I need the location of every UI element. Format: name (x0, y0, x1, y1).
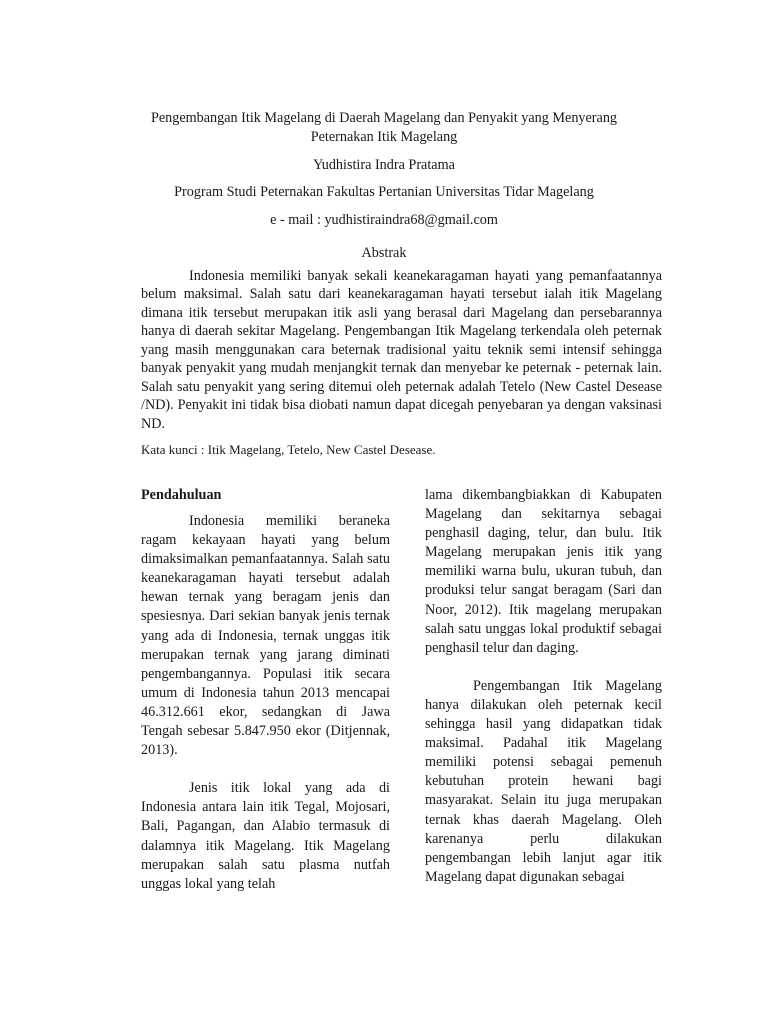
left-column (141, 486, 390, 894)
abstract-heading: Abstrak (361, 245, 407, 261)
abstract-paragraph: Indonesia memiliki banyak sekali keanekaragaman hayati yang pemanfaatannya belum maksimal. Salah satu dari keanekaragaman hayati tersebut ialah itik Magelang dimana itik tersebut merupakan itik asli yang berasal dari Magelang dan persebarannya hanya di daerah sekitar Magelang. Pengembangan Itik Magelang terkendala oleh peternak yang masih menggunakan cara beternak tradisional yaitu teknik semi intensif sehingga banyak penyakit yang mudah menjangkit ternak dan menyebar ke peternak - peternak lain. Salah satu penyakit yang sering ditemui oleh peternak adalah Tetelo (New Castel Desease /ND). Penyakit ini tidak bisa diobati namun dapat dicegah penyebaran ya dengan vaksinasi ND. (141, 268, 662, 432)
title-line-2: Peternakan Itik Magelang (310, 128, 458, 145)
right-column (425, 486, 662, 887)
keywords: Kata kunci : Itik Magelang, Tetelo, New Castel Desease. (141, 442, 436, 457)
section-heading: Pendahuluan (141, 487, 222, 503)
body-paragraph: Jenis itik lokal yang ada di Indonesia antara lain itik Tegal, Mojosari, Bali, Pagangan, dan Alabio termasuk di dalamnya itik Magelang. Itik Magelang merupakan salah satu plasma nutfah unggas lokal yang telah (141, 780, 390, 892)
affiliation: Program Studi Peternakan Fakultas Pertanian Universitas Tidar Magelang (174, 184, 594, 200)
body-paragraph: lama dikembangbiakkan di Kabupaten Magelang dan sekitarnya sebagai penghasil daging, telur, dan bulu. Itik Magelang merupakan jenis itik yang memiliki warna bulu, ukuran tubuh, dan produksi telur sangat beragam (Sari dan Noor, 2012). Itik magelang merupakan salah satu unggas lokal produktif sebagai penghasil telur dan daging. (425, 487, 662, 656)
author-email: e - mail : yudhistiraindra68@gmail.com (270, 212, 498, 228)
body-paragraph: Indonesia memiliki beraneka ragam kekayaan hayati yang belum dimaksimalkan pemanfaatannya. Salah satu keanekaragaman hayati tersebut adalah hewan ternak yang beragam jenis dan spesiesnya. Dari sekian banyak jenis ternak yang ada di Indonesia, ternak unggas itik merupakan ternak yang jarang diminati pengembangannya. Populasi itik secara umum di Indonesia tahun 2013 mencapai 46.312.661 ekor, sedangkan di Jawa Tengah sebesar 5.847.950 ekor (Ditjennak, 2013). (141, 513, 390, 759)
paper-title (0, 109, 768, 146)
body-paragraph: Pengembangan Itik Magelang hanya dilakukan oleh peternak kecil sehingga hasil yang didapatkan tidak maksimal. Padahal itik Magelang memiliki potensi sebagai pemenuh kebutuhan protein hewani bagi masyarakat. Selain itu juga merupakan ternak khas daerah Magelang. Oleh karenanya perlu dilakukan pengembangan lebih lanjut agar itik Magelang dapat digunakan sebagai (425, 677, 662, 885)
author-name: Yudhistira Indra Pratama (313, 157, 455, 173)
title-line-1: Pengembangan Itik Magelang di Daerah Magelang dan Penyakit yang Menyerang (150, 110, 618, 126)
abstract-body (141, 267, 662, 433)
